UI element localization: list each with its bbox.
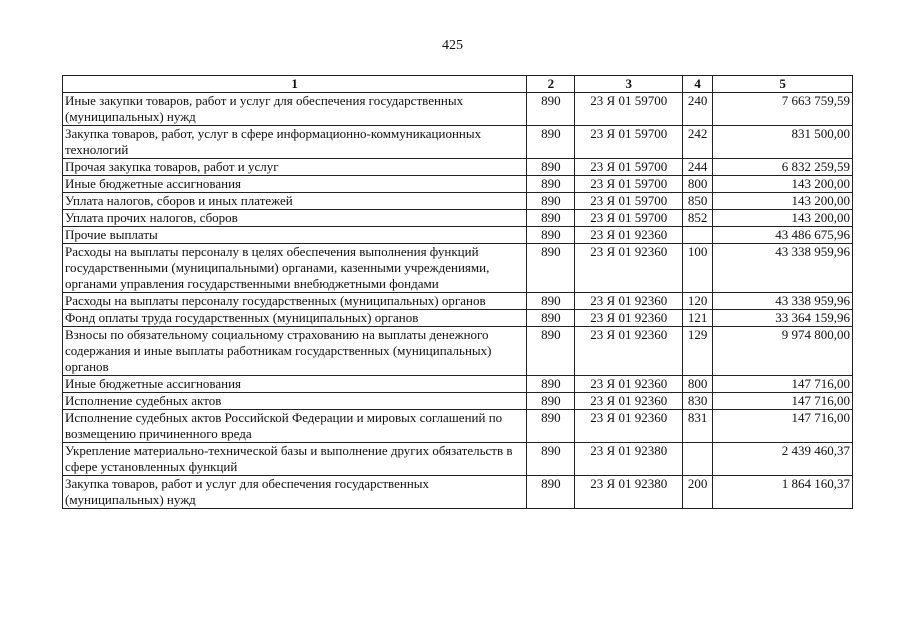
cell-article: 23 Я 01 92360 [575, 244, 683, 293]
table-row [63, 126, 853, 159]
cell-type: 121 [683, 310, 713, 327]
table-row [63, 210, 853, 227]
column-header-sum: 5 [713, 76, 853, 93]
cell-name: Прочая закупка товаров, работ и услуг [63, 159, 527, 176]
table-row [63, 93, 853, 126]
cell-name: Расходы на выплаты персоналу в целях обеспечения выполнения функций государственными (муниципальными) органами, казенными учреждениями, органами управления государственными внебюджетными фондами [63, 244, 527, 293]
cell-name: Иные бюджетные ассигнования [63, 376, 527, 393]
cell-article: 23 Я 01 59700 [575, 93, 683, 126]
cell-sum: 43 486 675,96 [713, 227, 853, 244]
table-body [63, 93, 853, 509]
cell-article: 23 Я 01 92360 [575, 327, 683, 376]
cell-type: 200 [683, 476, 713, 509]
cell-article: 23 Я 01 92380 [575, 476, 683, 509]
cell-code: 890 [527, 210, 575, 227]
table-row [63, 327, 853, 376]
cell-sum: 1 864 160,37 [713, 476, 853, 509]
cell-sum: 147 716,00 [713, 393, 853, 410]
column-header-article: 3 [575, 76, 683, 93]
cell-code: 890 [527, 376, 575, 393]
table-row [63, 193, 853, 210]
cell-type [683, 227, 713, 244]
cell-article: 23 Я 01 59700 [575, 126, 683, 159]
cell-name: Укрепление материально-технической базы и выполнение других обязательств в сфере установленных функций [63, 443, 527, 476]
cell-type: 129 [683, 327, 713, 376]
cell-name: Закупка товаров, работ, услуг в сфере информационно-коммуникационных технологий [63, 126, 527, 159]
cell-code: 890 [527, 410, 575, 443]
table-row [63, 376, 853, 393]
cell-sum: 6 832 259,59 [713, 159, 853, 176]
cell-name: Исполнение судебных актов Российской Федерации и мировых соглашений по возмещению причиненного вреда [63, 410, 527, 443]
table-row [63, 159, 853, 176]
cell-article: 23 Я 01 92360 [575, 393, 683, 410]
table-row [63, 176, 853, 193]
cell-sum: 9 974 800,00 [713, 327, 853, 376]
cell-name: Прочие выплаты [63, 227, 527, 244]
cell-type: 100 [683, 244, 713, 293]
cell-type: 244 [683, 159, 713, 176]
cell-type: 800 [683, 376, 713, 393]
column-header-code: 2 [527, 76, 575, 93]
cell-name: Уплата налогов, сборов и иных платежей [63, 193, 527, 210]
cell-article: 23 Я 01 59700 [575, 193, 683, 210]
page-number: 425 [442, 38, 463, 53]
cell-code: 890 [527, 443, 575, 476]
cell-code: 890 [527, 244, 575, 293]
cell-sum: 143 200,00 [713, 210, 853, 227]
table-header-row [63, 76, 853, 93]
cell-article: 23 Я 01 59700 [575, 159, 683, 176]
cell-sum: 143 200,00 [713, 176, 853, 193]
budget-table [62, 75, 853, 509]
cell-sum: 43 338 959,96 [713, 244, 853, 293]
cell-article: 23 Я 01 92360 [575, 293, 683, 310]
cell-name: Фонд оплаты труда государственных (муниципальных) органов [63, 310, 527, 327]
table-row [63, 227, 853, 244]
cell-name: Расходы на выплаты персоналу государственных (муниципальных) органов [63, 293, 527, 310]
table-row [63, 244, 853, 293]
table-row [63, 443, 853, 476]
cell-code: 890 [527, 393, 575, 410]
column-header-name: 1 [63, 76, 527, 93]
cell-code: 890 [527, 93, 575, 126]
cell-sum: 33 364 159,96 [713, 310, 853, 327]
cell-article: 23 Я 01 92380 [575, 443, 683, 476]
cell-name: Закупка товаров, работ и услуг для обеспечения государственных (муниципальных) нужд [63, 476, 527, 509]
cell-sum: 43 338 959,96 [713, 293, 853, 310]
cell-type: 242 [683, 126, 713, 159]
cell-sum: 2 439 460,37 [713, 443, 853, 476]
cell-sum: 147 716,00 [713, 376, 853, 393]
cell-sum: 7 663 759,59 [713, 93, 853, 126]
cell-sum: 147 716,00 [713, 410, 853, 443]
cell-code: 890 [527, 193, 575, 210]
cell-code: 890 [527, 293, 575, 310]
cell-code: 890 [527, 159, 575, 176]
cell-name: Иные бюджетные ассигнования [63, 176, 527, 193]
cell-type: 120 [683, 293, 713, 310]
cell-type [683, 443, 713, 476]
cell-type: 831 [683, 410, 713, 443]
cell-code: 890 [527, 310, 575, 327]
cell-type: 852 [683, 210, 713, 227]
cell-article: 23 Я 01 59700 [575, 176, 683, 193]
cell-name: Иные закупки товаров, работ и услуг для обеспечения государственных (муниципальных) нужд [63, 93, 527, 126]
table-row [63, 293, 853, 310]
cell-article: 23 Я 01 92360 [575, 227, 683, 244]
cell-article: 23 Я 01 92360 [575, 376, 683, 393]
cell-type: 240 [683, 93, 713, 126]
cell-code: 890 [527, 327, 575, 376]
cell-type: 850 [683, 193, 713, 210]
cell-article: 23 Я 01 92360 [575, 310, 683, 327]
cell-code: 890 [527, 176, 575, 193]
cell-name: Уплата прочих налогов, сборов [63, 210, 527, 227]
cell-code: 890 [527, 476, 575, 509]
table-row [63, 393, 853, 410]
cell-type: 830 [683, 393, 713, 410]
cell-sum: 143 200,00 [713, 193, 853, 210]
table-row [63, 410, 853, 443]
cell-code: 890 [527, 126, 575, 159]
cell-article: 23 Я 01 59700 [575, 210, 683, 227]
table-row [63, 476, 853, 509]
cell-type: 800 [683, 176, 713, 193]
table-row [63, 310, 853, 327]
cell-sum: 831 500,00 [713, 126, 853, 159]
column-header-type: 4 [683, 76, 713, 93]
cell-code: 890 [527, 227, 575, 244]
cell-article: 23 Я 01 92360 [575, 410, 683, 443]
cell-name: Взносы по обязательному социальному страхованию на выплаты денежного содержания и иные выплаты работникам государственных (муниципальных) органов [63, 327, 527, 376]
cell-name: Исполнение судебных актов [63, 393, 527, 410]
